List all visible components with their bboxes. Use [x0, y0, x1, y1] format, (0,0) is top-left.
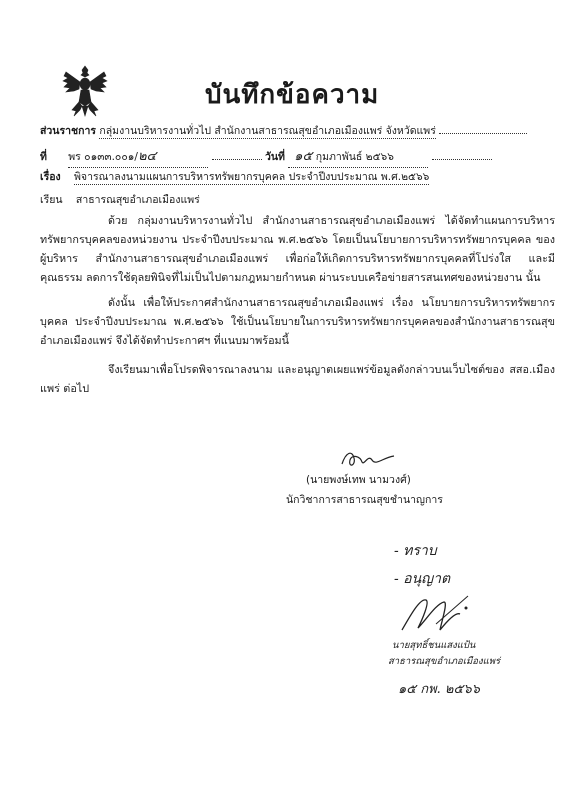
- date-handwritten: ๑๕: [294, 149, 313, 164]
- subject-label: เรื่อง: [40, 171, 61, 183]
- ref-handwritten: ๒๔: [137, 149, 157, 164]
- paragraph-3: จึงเรียนมาเพื่อโปรดพิจารณาลงนาม และอนุญาตเผยแพร่ข้อมูลดังกล่าวบนเว็บไซต์ของ สสอ.เมืองแพร่ ต่อไป: [40, 363, 555, 395]
- sender-signature-icon: [338, 446, 398, 472]
- memo-title: บันทึกข้อความ: [205, 80, 380, 110]
- handwritten-note-acknowledge: - ทราบ: [394, 543, 437, 559]
- subject-row: [40, 168, 429, 185]
- approver-name: นายสุทธิ์ชนแสงแป้น: [392, 640, 476, 651]
- salutation-value: สาธารณสุขอำเภอเมืองแพร่: [75, 194, 200, 206]
- garuda-emblem-icon: [62, 64, 108, 118]
- paragraph-1: ด้วย กลุ่มงานบริหารงานทั่วไป สำนักงานสาธารณสุขอำเภอเมืองแพร่ ได้จัดทำแผนการบริหารทรัพยากรบุคคลของหน่วยงาน ประจำปีงบประมาณ พ.ศ.๒๕๖๖ โดยเป็นนโยบายการบริหารทรัพยากรบุคคล ของผู้บริหาร สำนักงานสาธารณสุขอำเภอเมืองแพร่ เพื่อก่อให้เกิดการบริหารทรัพยากรบุคคลที่โปร่งใส และมีคุณธรรม ลดการใช้ดุลยพินิจที่ไม่เป็นไปตามกฎหมายกำหนด ผ่านระบบเครือข่ายสารสนเทศของหน่วยงาน นั้น: [40, 214, 555, 284]
- handwritten-note-approve: - อนุญาต: [394, 571, 451, 587]
- department-row: [40, 122, 527, 139]
- date-label: วันที่: [264, 151, 285, 163]
- date-value: กุมภาพันธ์ ๒๕๖๖: [315, 151, 394, 163]
- salutation-row: [40, 191, 200, 208]
- department-value: กลุ่มงานบริหารงานทั่วไป สำนักงานสาธารณสุขอำเภอเมืองแพร่ จังหวัดแพร่: [99, 125, 436, 137]
- signatory-position: นักวิชาการสาธารณสุขชำนาญการ: [286, 494, 443, 506]
- department-label: ส่วนราชการ: [40, 125, 97, 137]
- ref-value: พร ๐๑๓๓.๐๐๑/: [68, 151, 138, 163]
- approver-position: สาธารณสุขอำเภอเมืองแพร่: [388, 656, 501, 667]
- salutation-label: เรียน: [40, 194, 63, 206]
- ref-label: ที่: [40, 151, 47, 163]
- paragraph-2: ดังนั้น เพื่อให้ประกาศสำนักงานสาธารณสุขอำเภอเมืองแพร่ เรื่อง นโยบายการบริหารทรัพยากรบุคคล ประจำปีงบประมาณ พ.ศ.๒๕๖๖ ใช้เป็นนโยบายในการบริหารทรัพยากรบุคคลของสำนักงานสาธารณสุขอำเภอเมืองแพร่ จึงได้จัดทำประกาศฯ ที่แนบมาพร้อมนี้: [40, 296, 555, 347]
- memo-body: [40, 211, 555, 404]
- signatory-name: (นายพงษ์เทพ นามวงศ์): [306, 474, 411, 486]
- approver-signature-icon: [396, 590, 476, 638]
- approval-date: ๑๕ กพ. ๒๕๖๖: [398, 682, 480, 697]
- ref-row: [40, 145, 492, 168]
- subject-value: พิจารณาลงนามแผนการบริหารทรัพยากรบุคคล ประจำปีงบประมาณ พ.ศ.๒๕๖๖: [74, 171, 430, 183]
